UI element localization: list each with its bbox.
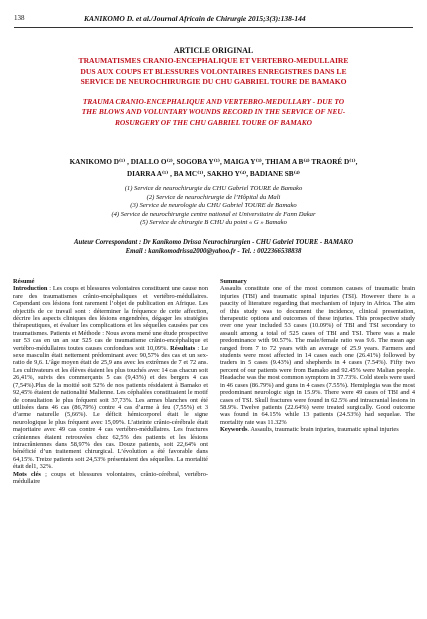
title-english-line: ROSURGERY OF THE CHU GABRIEL TOURE OF BAMAKO: [114, 117, 313, 127]
summary-body: Assaults constitute one of the most common causes of traumatic brain injuries (TBI) and traumatic spinal injuries (TSI). However there is a paucity of literature regarding that mechanism of injury in Africa. The aim of this study was to document the incidence, clinical presentation, therapeutic options and outcomes of these injuries. This prospective study over one year included 53 cases (10.09%) of TBI and TSI secondary to assault among a total of 525 cases of TBI and TSI. There was a male predominance with 90.57%. The male/female ratio was 9.6. The mean age ranged from 7 to 72 years with an average of 25.9 years. Farmers and students were most affected in 14 cases each one (26.41%) followed by traders in 5 cases (9.43%) and shepherds in 4 cases (7.54%). Fifty two percent of our patients were from Bamako and 92.45% were Malian people. Headache was the most common symptom in 37.73%. Cold steels were used in 46 cases (86.79%) and guns in 4 cases (7.55%). Hemiplegia was the most predominant neurologic sign in 15.9%. There were 49 cases of TBI and 4 cases of TSI. Skull fractures were found in 62.5% and intracranial lesions in 58.9%. Twelve patients (22.64%) were treated surgically. Good outcome was found in 64.15% while 13 patients (24.53%) had sequelae. The mortality rate was 11.32%: [220, 285, 415, 426]
keywords-text-fr: ; coups et blessures volontaires, crânio-cérébral, vertébro-médullaire: [13, 470, 208, 485]
resume-body: [13, 285, 208, 470]
results-label: Résultats: [170, 344, 196, 352]
corresponding-author-contact: Email : kanikomodrissa2000@yahoo.fr - Tel. : 0022366538838: [125, 247, 302, 255]
affiliation: (2) Service de neurochirurgie de l’Hôpital du Mali: [146, 193, 281, 201]
corresponding-author: [20, 239, 407, 257]
title-english-line: TRAUMA CRANIO-ENCEPHALIQUE AND VERTEBRO-MEDULLARY - DUE TO: [82, 97, 345, 106]
title-french: [24, 56, 403, 88]
intro-text: : Les coups et blessures volontaires constituent une cause non rare des traumatismes crânio-encéphaliques et vertébro-médullaires. Cependant ces lésions font rarement l’objet de publication en Afrique. Les objectifs de ce travail sont : déterminer la fréquence de cette affection, décrire les aspects cliniques des lésions engendrées, dégager les stratégies thérapeutiques, et évaluer les complications et les séquelles causées par ces traumatismes. Patients et Méthode : Nous avons mené une étude prospective sur 53 cas en un an sur 525 cas de traumatisme crânio-encéphalique et vertébro-médullaires toutes causes confondues soit 10,09%.: [13, 285, 208, 352]
title-french-line: TRAUMATISMES CRANIO-ENCEPHALIQUE ET VERTEBRO-MEDULLAIRE: [78, 56, 349, 65]
summary-column: [220, 278, 415, 434]
journal-citation: KANIKOMO D. et al./Journal Africain de Chirurgie 2015;3(3):138-144: [84, 14, 306, 23]
title-english: [24, 97, 403, 128]
summary-keywords: [220, 426, 415, 433]
affiliation: (3) Service de neurologie du CHU Gabriel TOURE de Bamako: [130, 202, 297, 210]
keywords-label-fr: Mots clés: [13, 470, 41, 478]
corresponding-author-name: Auteur Correspondant : Dr Kanikomo Drissa Neurochirurgien - CHU Gabriel TOURE - BAMAKO: [74, 239, 353, 246]
summary-heading: Summary: [220, 278, 247, 285]
page-number: 138: [14, 14, 25, 22]
results-text: : Le sexe masculin était nettement prédominant avec 90,57% des cas et un sex-ratio de 9,6. L’âge moyen était de 25,9 ans avec les extrêmes de 7 et 72 ans. Les cultivateurs et les élèves étaient les plus touchés avec 14 cas chacun soit 26,41%, suivis des commerçants 5 cas (9,43%) et des bergers 4 cas (7,54%).Plus de la moitié soit 52% de nos patients résidaient à Bamako et 92,45% étaient de nationalité Malienne. Les céphalées constituaient le motif de consultation le plus fréquent soit 37,73%. Les armes blanches ont été utilisées dans 46 cas (86,79%) contre 4 cas d’arme à feu (7,55%) et 3 d’arme naturelle (5,66%). Le déficit hémicorporel était le signe neurologique le plus fréquent avec 15,09%. L’atteinte crânio-cérébrale était majoritaire avec 49 cas contre 4 cas vertébro-médullaires. Les fractures crâniennes étaient retrouvées chez 62,5% des patients et les lésions intracrâniennes dans 58,97% des cas. Douze patients, soit 22,64% ont bénéficié d’un traitement chirurgical. L’évolution a été favorable dans 64,15%. Treize patients soit 24,53% présentaient des séquelles. La mortalité était del1, 32%.: [13, 344, 208, 471]
affiliation: (4) Service de neurochirurgie centre national et Universitaire de Fann Dakar: [111, 210, 316, 218]
resume-keywords: [13, 471, 208, 486]
resume-heading: Résumé: [13, 278, 35, 285]
running-header: [14, 14, 413, 28]
title-french-line: DUS AUX COUPS ET BLESSURES VOLONTAIRES ENREGISTRES DANS LE: [80, 66, 347, 76]
keywords-label-en: Keywords: [220, 426, 248, 434]
author-line: KANIKOMO D⁽¹⁾ , DIALLO O⁽²⁾, SOGOBA Y⁽¹⁾, MAIGA Y⁽³⁾, THIAM A B⁽⁴⁾ TRAORÉ D⁽¹⁾,: [69, 158, 358, 166]
intro-label: Introduction: [13, 285, 48, 293]
keywords-text-en: . Assaults, traumatic brain injuries, traumatic spinal injuries: [247, 426, 399, 434]
affiliation-list: [20, 185, 407, 228]
author-line: DIARRA A⁽¹⁾ , BA MC⁽¹⁾, SAKHO Y⁽⁴⁾, BADIANE SB⁽⁴⁾: [126, 170, 301, 178]
article-type: ARTICLE ORIGINAL: [173, 46, 254, 55]
affiliation: (5) Service de chirurgie B CHU du point « G » Bamako: [140, 219, 287, 227]
author-list: [22, 156, 405, 180]
resume-column: [13, 278, 208, 485]
header-rule: [14, 27, 413, 28]
title-french-line: SERVICE DE NEUROCHIRURGIE DU CHU GABRIEL TOURE DE BAMAKO: [80, 77, 347, 87]
affiliation: (1) Service de neurochirurgie du CHU Gabriel TOURE de Bamako: [124, 185, 303, 192]
title-english-line: THE BLOWS AND VOLUNTARY WOUNDS RECORD IN THE SERVICE OF NEU-: [81, 107, 346, 117]
